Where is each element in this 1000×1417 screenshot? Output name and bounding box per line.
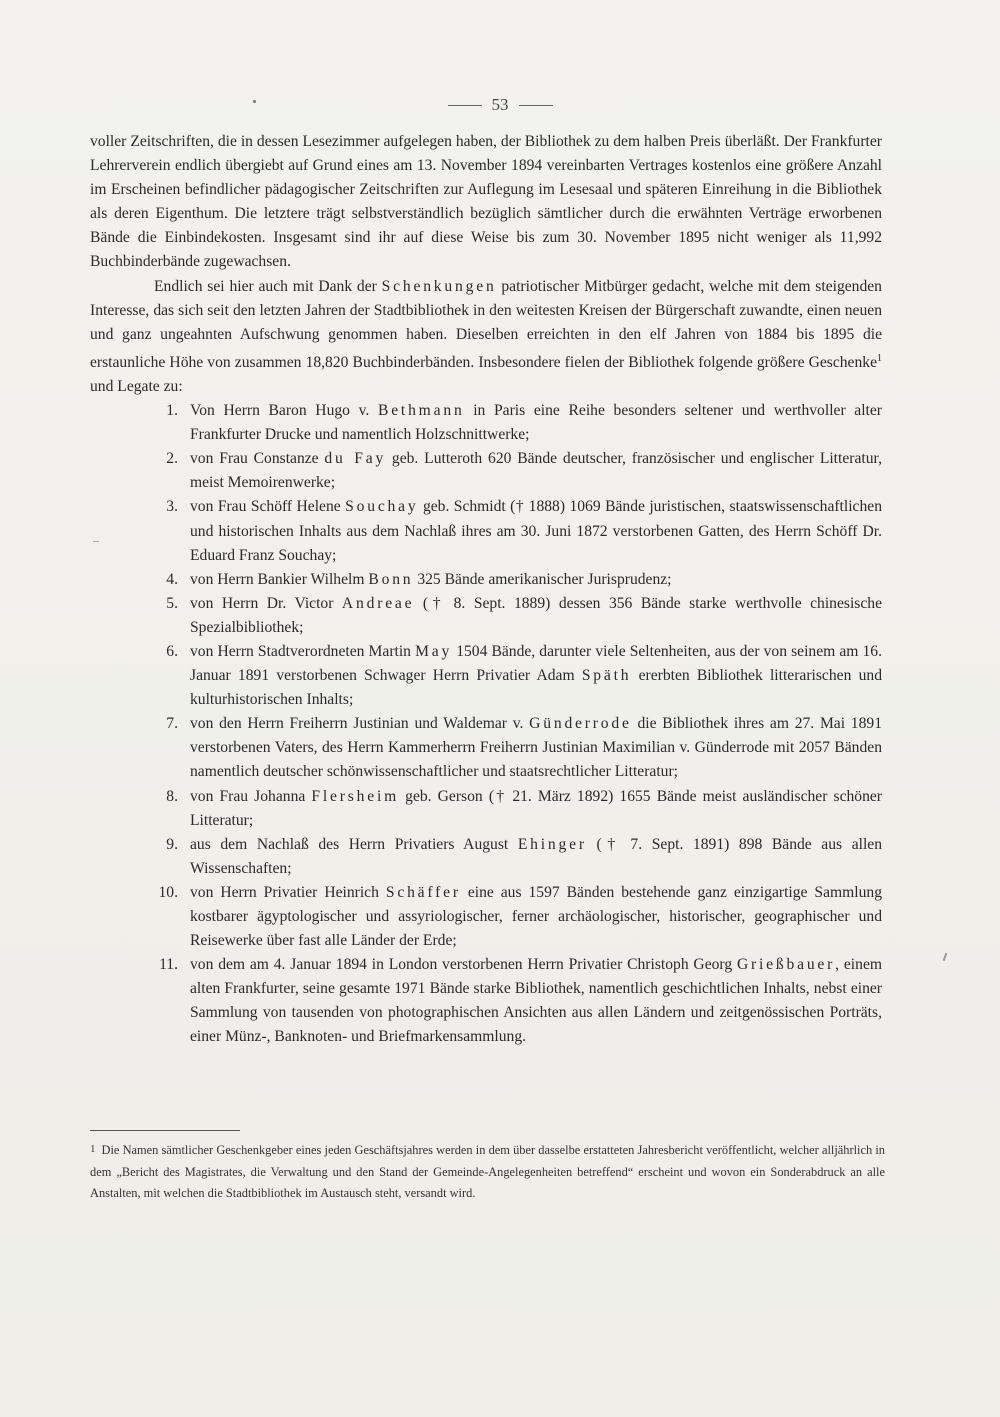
paragraph-text: Endlich sei hier auch mit Dank der bbox=[154, 277, 377, 295]
gift-item bbox=[90, 592, 882, 640]
page-header bbox=[0, 95, 1000, 115]
gift-number: 6. bbox=[166, 642, 178, 660]
gift-item bbox=[90, 399, 882, 447]
footnote-text: Die Namen sämtlicher Geschenkgeber eines jeden Geschäftsjahres werden in dem über dasselbe erstatteten Jahresbericht veröffentlicht, welcher alljährlich in dem „Bericht des Magistrates, die Verwaltung und den Stand der Gemeinde-Angelegenheiten betreffend“ erscheint und wovon ein Sonderabdruck an alle Anstalten, mit welchen die Stadtbibliothek im Austausch steht, versandt wird. bbox=[90, 1143, 885, 1201]
donor-name: du Fay bbox=[324, 450, 387, 468]
gift-item bbox=[90, 953, 882, 1049]
gift-number: 5. bbox=[166, 594, 178, 612]
gift-text: geb. Lutteroth 620 Bände deutscher, französischer und englischer Litteratur, meist Memoirenwerke; bbox=[190, 450, 882, 492]
page-number: 53 bbox=[491, 95, 509, 114]
spaced-term: Schenkungen bbox=[381, 277, 497, 295]
gift-number: 1. bbox=[166, 402, 178, 420]
gift-item bbox=[90, 640, 882, 712]
gift-item bbox=[90, 568, 882, 592]
paragraph-text: patriotischer Mitbürger gedacht, welche mit dem steigenden Interesse, das sich seit den letzten Jahren der Stadtbibliothek in den weitesten Kreisen der Bürgerschaft zuwandte, einen neuen und ganz ungeahnten Aufschwung genommen haben. Dieselben erreichten in den elf Jahren von 1884 bis 1895 die erstaunliche Höhe von zusammen 18,820 Buchbinderbänden. Insbesondere fielen der Bibliothek folgende größere Geschenke bbox=[90, 277, 882, 371]
donor-name: Bethmann bbox=[377, 402, 465, 420]
donor-name: Schäffer bbox=[385, 883, 461, 901]
donor-name: Ehinger bbox=[517, 835, 587, 853]
gift-text: eine aus 1597 Bänden bestehende ganz einzigartige Sammlung kostbarer ägyptologischer und assyriologischer, ferner archäologischer, historischer, geographischer und Reisewerke über fast alle Länder der Erde; bbox=[190, 883, 882, 950]
header-dash-right bbox=[519, 105, 553, 106]
donor-name: Souchay bbox=[345, 498, 419, 516]
body-text bbox=[90, 130, 882, 1050]
gift-text: 325 Bände amerikanischer Jurisprudenz; bbox=[417, 570, 672, 588]
gift-text: , einem alten Frankfurter, seine gesamte 1971 Bände starke Bibliothek, namentlich geschichtlichen Inhalts, nebst einer Sammlung von tausenden von photographischen Ansichten aus allen Ländern und zeitgenössischen Porträts, einer Münz-, Banknoten- und Briefmarkensammlung. bbox=[190, 956, 882, 1046]
donor-name: Flersheim bbox=[311, 787, 400, 805]
gift-text: 1504 Bände, darunter viele Seltenheiten, aus der von seinem am 16. Januar 1891 verstorbenen Schwager Herrn Privatier Adam bbox=[190, 642, 882, 685]
footnote-mark: 1 bbox=[90, 1143, 96, 1155]
donor-name: May bbox=[415, 642, 453, 660]
gift-text: die Bibliothek ihres am 27. Mai 1891 verstorbenen Vaters, des Herrn Kammerherrn Freiherrn Justinian Maximilian v. Günderrode mit 2057 Bänden namentlich deutscher schönwissenschaftlicher und staatsrechtlicher Litteratur; bbox=[190, 715, 882, 781]
gift-item bbox=[90, 447, 882, 495]
gift-text: († 8. Sept. 1889) dessen 356 Bände starke werthvolle chinesische Spezialbibliothek; bbox=[190, 594, 882, 636]
gift-list bbox=[90, 399, 882, 1050]
header-dash-left bbox=[448, 105, 482, 106]
gift-text: Von Herrn Baron Hugo v. bbox=[190, 402, 370, 420]
gift-text: von Frau Schöff Helene bbox=[190, 498, 341, 516]
gift-text: von Herrn Privatier Heinrich bbox=[190, 883, 379, 901]
donor-name: Günderrode bbox=[529, 715, 632, 733]
gift-text: von Herrn Dr. Victor bbox=[190, 594, 334, 612]
footnote-rule bbox=[90, 1130, 240, 1131]
gift-text: von Herrn Bankier Wilhelm bbox=[190, 570, 365, 588]
paragraph-donations bbox=[90, 275, 882, 399]
gift-text: geb. Schmidt († 1888) 1069 Bände juristischen, staatswissenschaftlichen und historischen Inhalts aus dem Nachlaß ihres am 30. Juni 1872 verstorbenen Gatten, des Herrn Schöff Dr. Eduard Franz Souchay; bbox=[190, 498, 882, 564]
gift-text: von Frau Constanze bbox=[190, 450, 319, 468]
gift-text: aus dem Nachlaß des Herrn Privatiers August bbox=[190, 835, 509, 853]
print-speck bbox=[943, 953, 948, 961]
gift-item bbox=[90, 881, 882, 953]
footnote-reference: 1 bbox=[877, 352, 882, 364]
gift-text: geb. Gerson († 21. März 1892) 1655 Bände meist ausländischer schöner Litteratur; bbox=[190, 787, 882, 829]
gift-text: in Paris eine Reihe besonders seltener und werthvoller alter Frankfurter Drucke und namentlich Holzschnittwerke; bbox=[190, 402, 882, 444]
gift-text: von Herrn Stadtverordneten Martin bbox=[190, 642, 411, 660]
donor-name: Grießbauer bbox=[736, 956, 836, 974]
gift-item bbox=[90, 833, 882, 881]
gift-number: 9. bbox=[166, 835, 178, 853]
gift-number: 3. bbox=[166, 498, 178, 516]
gift-text: von den Herrn Freiherrn Justinian und Waldemar v. bbox=[190, 715, 524, 733]
donor-name: Späth bbox=[581, 667, 632, 685]
gift-number: 11. bbox=[159, 956, 178, 974]
donor-name: Bonn bbox=[368, 570, 414, 588]
gift-number: 2. bbox=[166, 450, 178, 468]
gift-number: 4. bbox=[166, 570, 178, 588]
gift-text: († 7. Sept. 1891) 898 Bände aus allen Wissenschaften; bbox=[190, 835, 882, 877]
footnote bbox=[90, 1139, 885, 1205]
gift-number: 7. bbox=[166, 715, 178, 733]
paragraph-continuation: voller Zeitschriften, die in dessen Lesezimmer aufgelegen haben, der Bibliothek zu dem halben Preis überläßt. Der Frankfurter Lehrerverein endlich übergiebt auf Grund eines am 13. November 1894 vereinbarten Vertrages kostenlos eine größere Anzahl im Erscheinen befindlicher pädagogischer Zeitschriften zur Auflegung im Lesesaal und späteren Einreihung in die Bibliothek als deren Eigenthum. Die letztere trägt selbstverständlich bezüglich sämtlicher durch die erwähnten Verträge erworbenen Bände die Einbindekosten. Insgesamt sind ihr auf diese Weise bis zum 30. November 1895 nicht weniger als 11,992 Buchbinderbände zugewachsen. bbox=[90, 133, 882, 271]
gift-number: 8. bbox=[166, 787, 178, 805]
gift-item bbox=[90, 495, 882, 567]
gift-item bbox=[90, 785, 882, 833]
gift-item bbox=[90, 712, 882, 784]
gift-text: von dem am 4. Januar 1894 in London verstorbenen Herrn Privatier Christoph Georg bbox=[190, 956, 733, 974]
paragraph-text: und Legate zu: bbox=[90, 377, 183, 395]
gift-text: von Frau Johanna bbox=[190, 787, 306, 805]
gift-text: ererbten Bibliothek litterarischen und kulturhistorischen Inhalts; bbox=[190, 667, 882, 709]
gift-number: 10. bbox=[158, 883, 178, 901]
donor-name: Andreae bbox=[341, 594, 415, 612]
